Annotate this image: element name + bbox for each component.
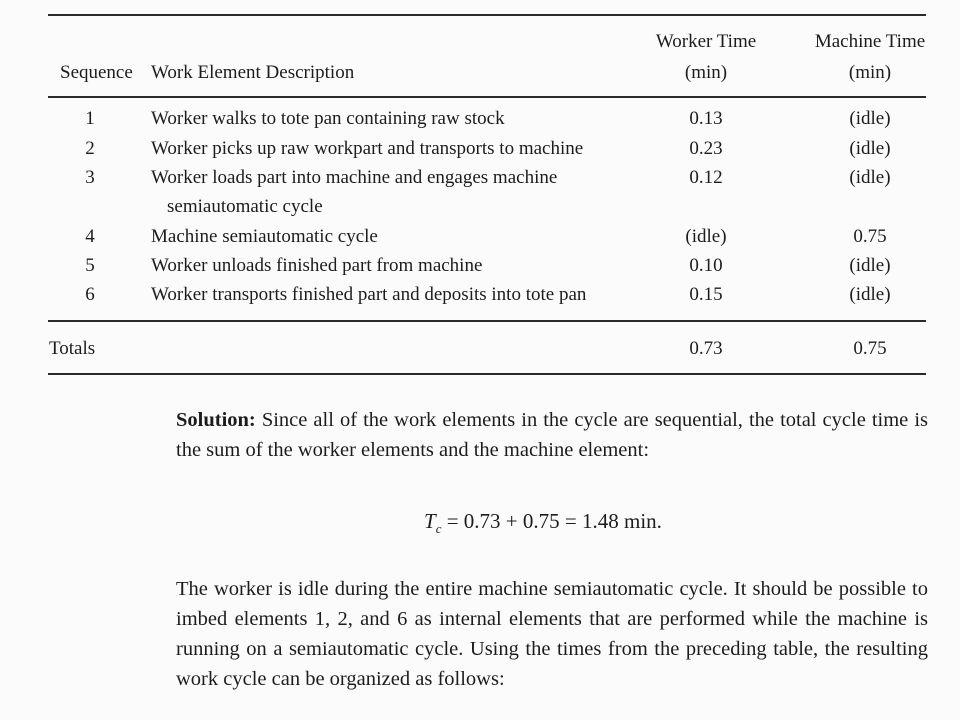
row-6-worker-time: 0.15 <box>689 284 723 305</box>
totals-worker-time: 0.73 <box>689 338 723 359</box>
row-5-worker-time: 0.10 <box>689 255 723 276</box>
row-4-description: Machine semiautomatic cycle <box>151 226 378 247</box>
row-1-machine-time: (idle) <box>849 108 891 129</box>
row-3-description-continued: semiautomatic cycle <box>167 196 323 217</box>
row-1-description: Worker walks to tote pan containing raw stock <box>151 108 505 129</box>
row-2-machine-time: (idle) <box>849 138 891 159</box>
header-worker-time: Worker Time <box>655 31 757 52</box>
header-rule <box>48 96 926 98</box>
totals-label: Totals <box>49 338 96 359</box>
row-2-description: Worker picks up raw workpart and transports to machine <box>151 138 584 159</box>
table-bottom-rule <box>48 373 926 375</box>
header-description: Work Element Description <box>151 62 355 83</box>
row-5-description: Worker unloads finished part from machine <box>151 255 483 276</box>
solution-paragraph <box>176 405 928 465</box>
analysis-paragraph: The worker is idle during the entire machine semiautomatic cycle. It should be possible to imbed elements 1, 2, and 6 as internal elements that are performed while the machine is running on a semiautomatic cycle. Using the times from the preceding table, the resulting work cycle can be organized as follows: <box>176 578 928 690</box>
totals-machine-time: 0.75 <box>853 338 887 359</box>
row-3-machine-time: (idle) <box>849 167 891 188</box>
row-1-sequence: 1 <box>85 108 95 129</box>
row-4-worker-time: (idle) <box>685 226 727 247</box>
row-4-sequence: 4 <box>85 226 95 247</box>
row-3-worker-time: 0.12 <box>689 167 723 188</box>
row-6-machine-time: (idle) <box>849 284 891 305</box>
row-6-description: Worker transports finished part and deposits into tote pan <box>151 284 587 305</box>
equation-subscript: c <box>435 521 442 537</box>
solution-text: Since all of the work elements in the cycle are sequential, the total cycle time is the sum of the worker elements and the machine element: <box>176 409 929 461</box>
row-6-sequence: 6 <box>85 284 95 305</box>
row-3-sequence: 3 <box>85 167 95 188</box>
row-5-machine-time: (idle) <box>849 255 891 276</box>
row-2-worker-time: 0.23 <box>689 138 723 159</box>
equation-rhs: = 0.73 + 0.75 = 1.48 min. <box>446 509 662 533</box>
header-machine-time: Machine Time <box>814 31 926 52</box>
header-machine-unit: (min) <box>848 62 892 83</box>
header-sequence: Sequence <box>60 62 133 83</box>
totals-rule <box>48 320 926 322</box>
solution-lead: Solution: <box>176 409 256 431</box>
row-1-worker-time: 0.13 <box>689 108 723 129</box>
cycle-time-equation <box>424 509 662 537</box>
equation-variable: T <box>424 509 436 533</box>
table-top-rule <box>48 14 926 16</box>
row-2-sequence: 2 <box>85 138 95 159</box>
row-3-description: Worker loads part into machine and engages machine <box>151 167 558 188</box>
row-4-machine-time: 0.75 <box>853 226 887 247</box>
header-worker-unit: (min) <box>684 62 728 83</box>
row-5-sequence: 5 <box>85 255 95 276</box>
